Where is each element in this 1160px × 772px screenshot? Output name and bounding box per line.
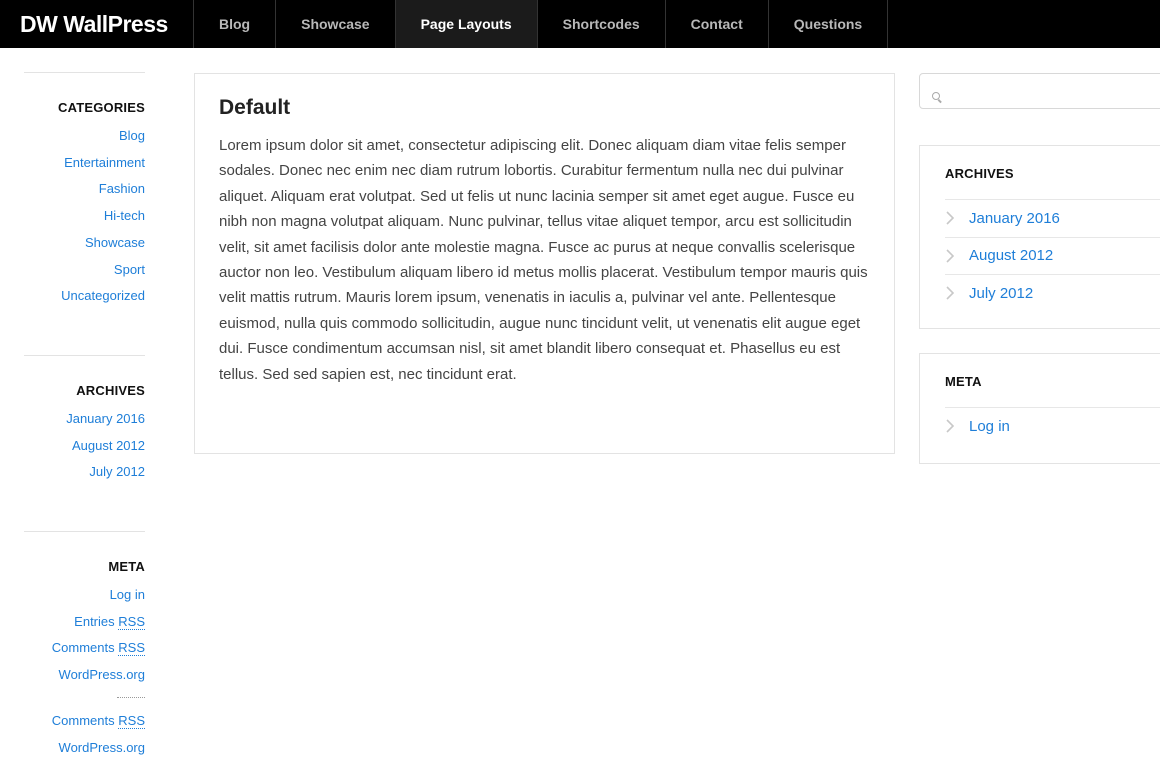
dotted-divider: [117, 697, 145, 698]
nav-page-layouts[interactable]: Page Layouts: [396, 0, 538, 48]
chevron-right-icon: [945, 285, 969, 301]
list-item: [24, 662, 145, 689]
category-link-blog[interactable]: Blog: [118, 128, 145, 143]
list-item: [24, 708, 145, 735]
chevron-right-icon: [945, 418, 969, 434]
top-navbar: [0, 0, 1160, 48]
category-link-uncategorized[interactable]: Uncategorized: [61, 288, 145, 304]
list-item: [24, 459, 145, 486]
archive-link-august-2012[interactable]: August 2012: [969, 247, 1054, 265]
left-archives-list: [24, 406, 145, 486]
right-meta-list: [920, 407, 1160, 445]
category-link-showcase[interactable]: Showcase: [85, 234, 145, 250]
chevron-right-icon: [945, 210, 969, 226]
chevron-right-icon: [945, 248, 969, 264]
list-item: [945, 274, 1160, 312]
list-item: [24, 150, 145, 177]
list-item: [24, 582, 145, 609]
left-meta-title: META: [108, 559, 145, 574]
archive-link-july-2012[interactable]: July 2012: [89, 464, 145, 480]
category-link-sport[interactable]: Sport: [113, 261, 145, 277]
categories-widget: [24, 72, 145, 355]
nav-showcase[interactable]: Showcase: [276, 0, 395, 48]
list-item: [24, 635, 145, 662]
left-meta-list: [24, 582, 145, 689]
archive-link-august-2012[interactable]: August 2012: [71, 437, 145, 453]
rss-abbr: RSS: [118, 613, 145, 629]
site-logo[interactable]: DW WallPress: [0, 0, 194, 48]
left-archives-title: ARCHIVES: [76, 383, 145, 398]
nav-blog[interactable]: Blog: [194, 0, 276, 48]
categories-list: [24, 123, 145, 310]
list-item: [24, 123, 145, 150]
page-title: Default: [219, 96, 291, 119]
nav-questions[interactable]: Questions: [769, 0, 888, 48]
right-archives-title: ARCHIVES: [945, 166, 1014, 181]
meta-wordpress-link-2[interactable]: WordPress.org: [58, 739, 145, 755]
archive-link-january-2016[interactable]: January 2016: [66, 411, 145, 426]
comments-label: Comments: [51, 640, 115, 656]
nav-shortcodes[interactable]: Shortcodes: [538, 0, 666, 48]
meta-wordpress-link[interactable]: WordPress.org: [58, 667, 145, 683]
search-input[interactable]: [919, 73, 1160, 109]
left-meta-list-repeat: [24, 708, 145, 761]
archive-link-january-2016[interactable]: January 2016: [969, 209, 1060, 227]
category-link-entertainment[interactable]: Entertainment: [64, 154, 145, 170]
list-item: [24, 433, 145, 460]
right-archives-widget: [919, 145, 1160, 329]
search-icon: [932, 92, 940, 100]
nav-contact[interactable]: Contact: [666, 0, 769, 48]
categories-title: CATEGORIES: [58, 100, 145, 115]
list-item: [24, 176, 145, 203]
list-item: [24, 609, 145, 636]
right-meta-widget: [919, 353, 1160, 464]
main-content: [194, 73, 895, 454]
list-item: [945, 407, 1160, 445]
category-link-hi-tech[interactable]: Hi-tech: [103, 208, 145, 224]
main-nav: [194, 0, 888, 48]
page-body-text: Lorem ipsum dolor sit amet, consectetur adipiscing elit. Donec aliquam diam vitae felis semper sodales. Donec nec enim nec diam rutrum lobortis. Curabitur fermentum nulla nec dui pulvinar aliquet. Aliquam erat volutpat. Sed ut felis ut nunc lacinia semper sit amet eget augue. Fusce eu nibh non magna volutpat aliquam. Nunc pulvinar, tellus vitae aliquet tempor, arcu est sollicitudin velit, sit amet facilisis dolor ante molestie magna. Fusce ac purus at neque convallis scelerisque auctor non leo. Vestibulum aliquam libero id metus mollis placerat. Vestibulum tempor mauris quis velit mattis rutrum. Mauris lorem ipsum, venenatis in iaculis a, pulvinar vel ante. Pellentesque euismod, nulla quis commodo sollicitudin, augue nunc tincidunt velit, ut venenatis elit augue eget dui. Fusce condimentum accumsan nisl, sit amet blandit libero consequat et. Phasellus eu est tellus. Sed sed sapien est, nec tincidunt erat.: [219, 137, 868, 383]
category-link-fashion[interactable]: Fashion: [98, 181, 145, 197]
list-item: [24, 406, 145, 433]
rss-abbr: RSS: [118, 712, 145, 728]
entries-label: Entries: [74, 613, 115, 629]
list-item: [24, 230, 145, 257]
comments-label: Comments: [51, 712, 115, 728]
list-item: [945, 199, 1160, 237]
left-archives-widget: [24, 355, 145, 531]
meta-entries-rss-link[interactable]: [74, 614, 145, 630]
right-archives-list: [920, 199, 1160, 312]
list-item: [945, 237, 1160, 275]
left-meta-widget: [24, 531, 145, 761]
archive-link-july-2012[interactable]: July 2012: [969, 284, 1034, 302]
left-sidebar: [24, 72, 145, 761]
list-item: [24, 203, 145, 230]
list-item: [24, 735, 145, 762]
rss-abbr: RSS: [118, 640, 145, 656]
meta-log-in-link[interactable]: Log in: [109, 587, 145, 602]
meta-comments-rss-link-2[interactable]: [52, 713, 145, 729]
meta-log-in-link[interactable]: Log in: [969, 417, 1010, 435]
list-item: [24, 283, 145, 310]
right-meta-title: META: [945, 374, 982, 389]
meta-comments-rss-link[interactable]: [52, 640, 145, 656]
list-item: [24, 257, 145, 284]
